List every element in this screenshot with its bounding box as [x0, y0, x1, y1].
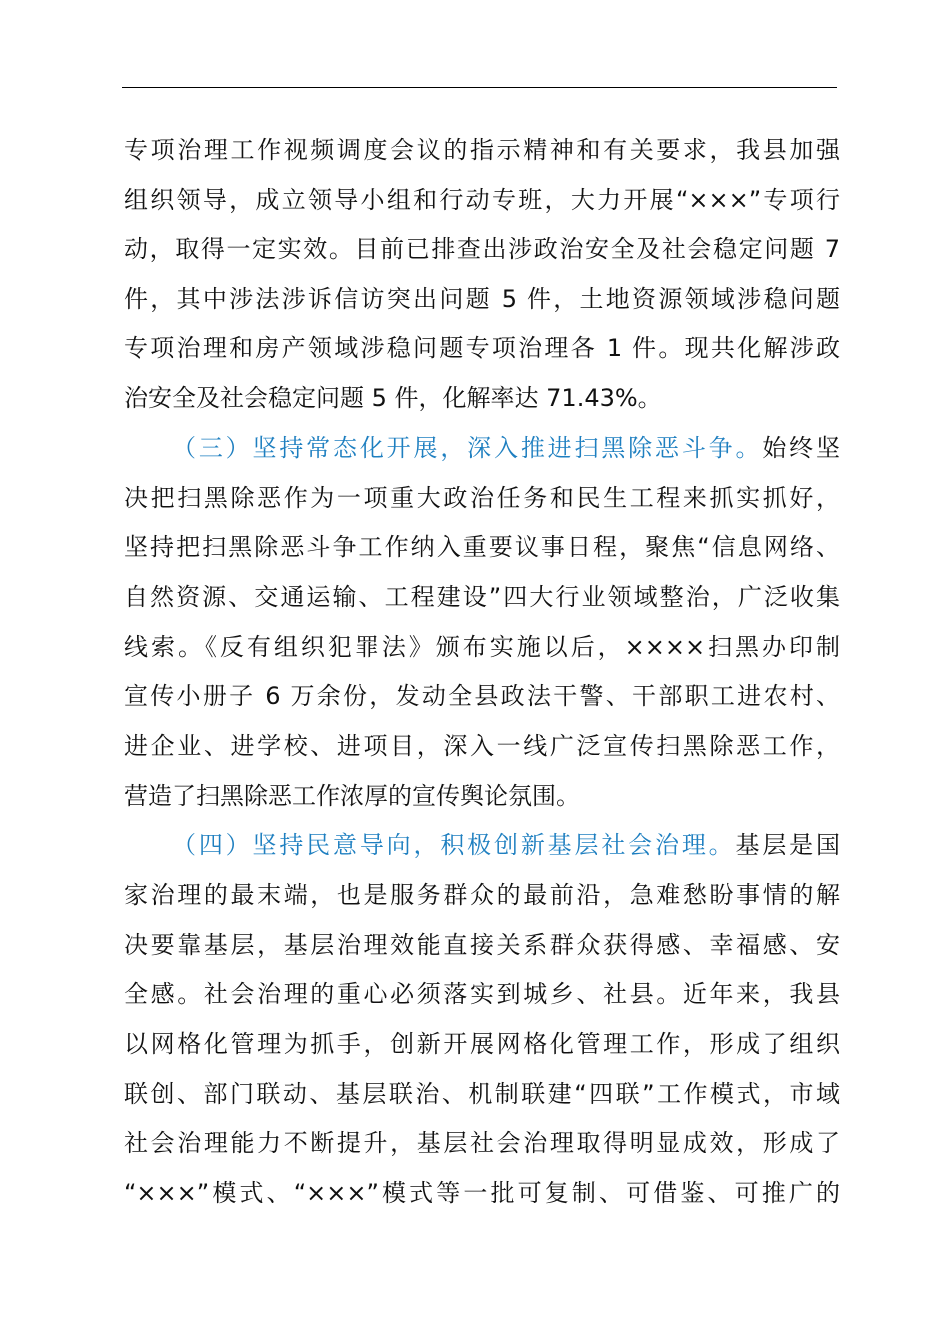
body-line: 决把扫黑除恶作为一项重大政治任务和民生工程来抓实抓好， [124, 484, 840, 512]
body-line: 决要靠基层，基层治理效能直接关系群众获得感、幸福感、安 [124, 931, 840, 959]
body-line: 线索。《反有组织犯罪法》颁布实施以后，××××扫黑办印制 [124, 633, 840, 661]
body-line: 社会治理能力不断提升，基层社会治理取得明显成效，形成了 [124, 1129, 840, 1157]
body-line: “×××”模式、“×××”模式等一批可复制、可借鉴、可推广的 [124, 1179, 840, 1207]
body-line: 联创、部门联动、基层联治、机制联建“四联”工作模式，市域 [124, 1080, 840, 1108]
body-line: 治安全及社会稳定问题 5 件，化解率达 71.43%。 [124, 384, 662, 412]
section-heading: （四）坚持民意导向，积极创新基层社会治理。 [172, 831, 736, 859]
body-line: 营造了扫黑除恶工作浓厚的宣传舆论氛围。 [124, 782, 580, 810]
body-line: 件，其中涉法涉诉信访突出问题 5 件，土地资源领域涉稳问题 [124, 285, 840, 313]
body-line: 专项治理和房产领域涉稳问题专项治理各 1 件。现共化解涉政 [124, 334, 840, 362]
body-line: 专项治理工作视频调度会议的指示精神和有关要求，我县加强 [124, 136, 840, 164]
body-line: 进企业、进学校、进项目，深入一线广泛宣传扫黑除恶工作， [124, 732, 840, 760]
body-line: 以网格化管理为抓手，创新开展网格化管理工作，形成了组织 [124, 1030, 840, 1058]
header-rule [122, 87, 837, 88]
section-heading: （三）坚持常态化开展，深入推进扫黑除恶斗争。 [172, 434, 763, 462]
body-line: 动，取得一定实效。目前已排查出涉政治安全及社会稳定问题 7 [124, 235, 840, 263]
body-text: 始终坚 [762, 434, 841, 462]
body-line: 宣传小册子 6 万余份，发动全县政法干警、干部职工进农村、 [124, 682, 840, 710]
section-first-line [172, 428, 840, 468]
body-line: 组织领导，成立领导小组和行动专班，大力开展“×××”专项行 [124, 186, 840, 214]
body-text: 基层是国 [735, 831, 840, 859]
section-first-line [172, 825, 840, 865]
body-line: 坚持把扫黑除恶斗争工作纳入重要议事日程，聚焦“信息网络、 [124, 533, 840, 561]
body-line: 全感。社会治理的重心必须落实到城乡、社县。近年来，我县 [124, 980, 840, 1008]
body-line: 家治理的最末端，也是服务群众的最前沿，急难愁盼事情的解 [124, 881, 840, 909]
body-line: 自然资源、交通运输、工程建设”四大行业领域整治，广泛收集 [124, 583, 840, 611]
